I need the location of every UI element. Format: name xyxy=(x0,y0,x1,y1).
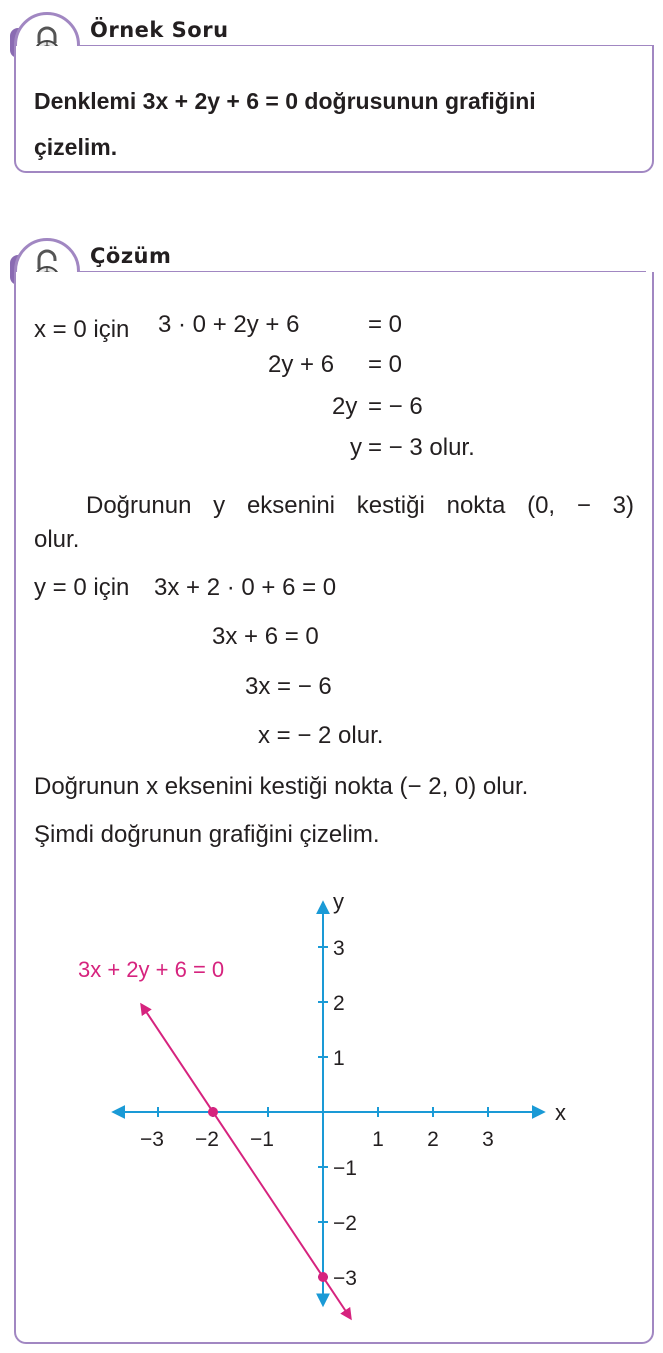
x-tick-label: 3 xyxy=(482,1128,494,1151)
paragraph-y-intercept-line1: Doğrunun y eksenini kestiği nokta (0, − 3) xyxy=(86,492,634,519)
step1-lead: x = 0 için xyxy=(34,316,130,343)
y-tick-label: −2 xyxy=(333,1212,357,1235)
x-tick-label: 2 xyxy=(427,1128,439,1151)
step1-line1-left: 3 · 0 + 2y + 6 xyxy=(158,311,300,338)
coordinate-graph xyxy=(0,880,663,1340)
step2-line4: x = − 2 olur. xyxy=(258,722,384,749)
step1-line2-right: = 0 xyxy=(368,351,403,378)
step1-line3-left: 2y xyxy=(332,393,358,420)
question-line-2: çizelim. xyxy=(34,134,118,160)
series-line xyxy=(142,1005,351,1319)
step2-line2: 3x + 6 = 0 xyxy=(212,623,319,650)
y-tick-label: 3 xyxy=(333,937,345,960)
paragraph-x-intercept: Doğrunun x eksenini kestiği nokta (− 2, 0) olur. xyxy=(34,773,529,800)
intercept-point xyxy=(318,1272,328,1282)
y-tick-label: −3 xyxy=(333,1267,357,1290)
y-axis-label: y xyxy=(333,889,344,914)
example-title: Örnek Soru xyxy=(90,18,229,42)
y-tick-label: −1 xyxy=(333,1157,357,1180)
step1-line4-left: y xyxy=(350,434,362,461)
step1-line1-right: = 0 xyxy=(368,311,403,338)
x-tick-label: 1 xyxy=(372,1128,384,1151)
step1-line3-right: = − 6 xyxy=(368,393,423,420)
step1-line2-left: 2y + 6 xyxy=(268,351,335,378)
y-tick-label: 2 xyxy=(333,992,345,1015)
step1-line4-right: = − 3 olur. xyxy=(368,434,475,461)
series-label: 3x + 2y + 6 = 0 xyxy=(78,957,225,982)
solution-title: Çözüm xyxy=(90,244,172,268)
question-line-1: Denklemi 3x + 2y + 6 = 0 doğrusunun grafiğini xyxy=(34,88,536,114)
step2-lead: y = 0 için xyxy=(34,574,130,601)
paragraph-draw-graph: Şimdi doğrunun grafiğini çizelim. xyxy=(34,821,380,848)
x-tick-label: −3 xyxy=(140,1128,164,1151)
step2-line1: 3x + 2 · 0 + 6 = 0 xyxy=(154,574,337,601)
step2-line3: 3x = − 6 xyxy=(245,673,332,700)
y-tick-label: 1 xyxy=(333,1047,345,1070)
x-axis-label: x xyxy=(555,1100,566,1125)
intercept-point xyxy=(208,1107,218,1117)
paragraph-y-intercept-line2: olur. xyxy=(34,526,80,553)
x-tick-label: −1 xyxy=(250,1128,274,1151)
x-tick-label: −2 xyxy=(195,1128,219,1151)
